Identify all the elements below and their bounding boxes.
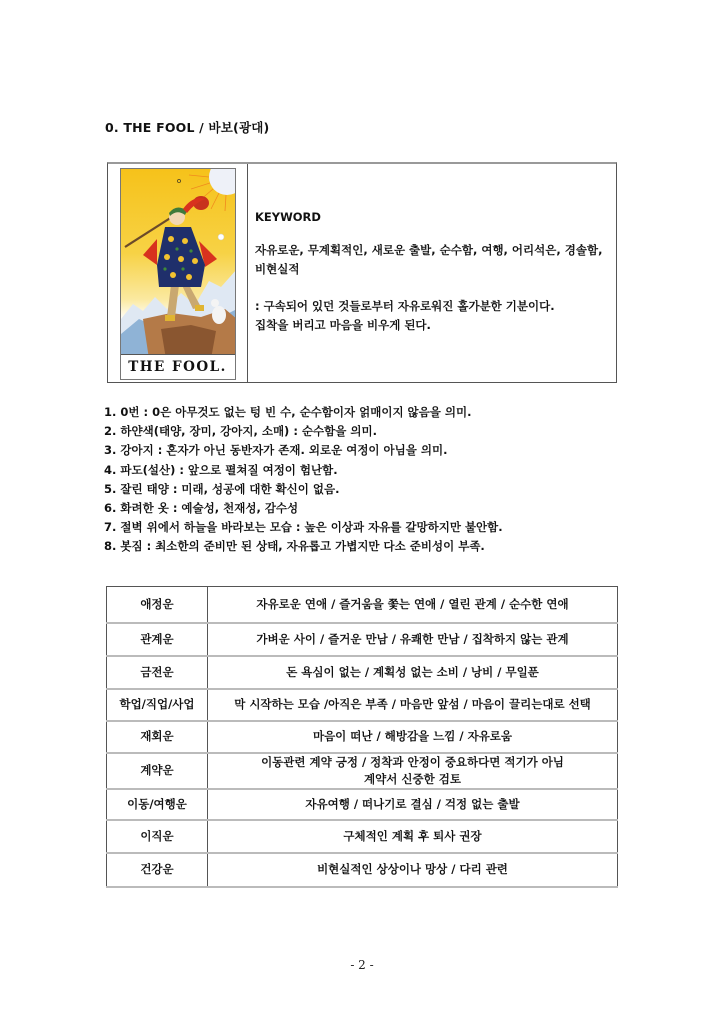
- keyword-description-line: : 구속되어 있던 것들로부터 자유로워진 홀가분한 기분이다.: [255, 299, 555, 313]
- keyword-box: [107, 162, 617, 383]
- symbol-notes-list: [104, 403, 624, 557]
- note-item: 3. 강아지 : 혼자가 아닌 동반자가 존재. 외로운 여정이 아님을 의미.: [104, 443, 448, 458]
- table-row: [107, 656, 618, 689]
- table-row: [107, 689, 618, 721]
- svg-text:o: o: [176, 177, 181, 185]
- table-row: [107, 853, 618, 887]
- table-row: [107, 623, 618, 656]
- meaning-line: 계약서 신중한 검토: [364, 771, 461, 786]
- meaning-cell: 구체적인 계획 후 퇴사 권장: [208, 820, 618, 853]
- meaning-cell: 자유여행 / 떠나기로 결심 / 걱정 없는 출발: [208, 789, 618, 820]
- category-cell: 이동/여행운: [107, 789, 208, 820]
- category-cell: 계약운: [107, 753, 208, 789]
- fool-card-illustration-icon: [121, 169, 236, 359]
- note-item: 2. 하얀색(태양, 장미, 강아지, 소매) : 순수함을 의미.: [104, 424, 377, 439]
- keyword-description-line: 집착을 버리고 마음을 비우게 된다.: [255, 318, 431, 332]
- meaning-cell: 비현실적인 상상이나 망상 / 다리 관련: [208, 853, 618, 887]
- card-caption: THE FOOL.: [121, 354, 235, 379]
- category-cell: 애정운: [107, 587, 208, 623]
- keyword-list: 자유로운, 무계획적인, 새로운 출발, 순수함, 여행, 어리석은, 경솔함, 비현실적: [255, 243, 603, 276]
- category-cell: 학업/직업/사업: [107, 689, 208, 721]
- category-cell: 건강운: [107, 853, 208, 887]
- category-cell: 이직운: [107, 820, 208, 853]
- keyword-heading: KEYWORD: [255, 210, 321, 224]
- note-item: 1. 0번 : 0은 아무것도 없는 텅 빈 수, 순수함이자 얽매이지 않음을 의미.: [104, 405, 472, 419]
- meaning-cell: [208, 753, 618, 789]
- category-cell: 재회운: [107, 721, 208, 753]
- table-row: [107, 820, 618, 853]
- table-row: [107, 753, 618, 789]
- table-row: [107, 587, 618, 623]
- category-cell: 금전운: [107, 656, 208, 689]
- note-item: 7. 절벽 위에서 하늘을 바라보는 모습 : 높은 이상과 자유를 갈망하지만 불안함.: [104, 520, 503, 535]
- meaning-line: 이동관련 계약 긍정 / 정착과 안정이 중요하다면 적기가 아님: [261, 754, 564, 769]
- meaning-cell: 돈 욕심이 없는 / 계획성 없는 소비 / 낭비 / 무일푼: [208, 656, 618, 689]
- note-item: 5. 잘린 태양 : 미래, 성공에 대한 확신이 없음.: [104, 481, 340, 496]
- meaning-cell: 막 시작하는 모습 /아직은 부족 / 마음만 앞섬 / 마음이 끌리는대로 선택: [208, 689, 618, 721]
- keyword-text-cell: [248, 164, 616, 382]
- page-title: 0. THE FOOL / 바보(광대): [105, 120, 270, 135]
- meaning-cell: 자유로운 연애 / 즐거움을 쫓는 연애 / 열린 관계 / 순수한 연애: [208, 587, 618, 623]
- note-item: 8. 봇짐 : 최소한의 준비만 된 상태, 자유롭고 가볍지만 다소 준비성이 부족.: [104, 539, 485, 554]
- note-item: 4. 파도(설산) : 앞으로 펼쳐질 여정이 험난함.: [104, 462, 338, 477]
- page-number: - 2 -: [350, 958, 374, 972]
- note-item: 6. 화려한 옷 : 예술성, 천재성, 감수성: [104, 501, 299, 516]
- meaning-cell: 가벼운 사이 / 즐거운 만남 / 유쾌한 만남 / 집착하지 않는 관계: [208, 623, 618, 656]
- fortune-table: [106, 586, 618, 888]
- meaning-cell: 마음이 떠난 / 해방감을 느낌 / 자유로움: [208, 721, 618, 753]
- fool-tarot-card-image: [120, 168, 236, 380]
- card-cell: [108, 164, 248, 382]
- table-row: [107, 721, 618, 753]
- table-row: [107, 789, 618, 820]
- category-cell: 관계운: [107, 623, 208, 656]
